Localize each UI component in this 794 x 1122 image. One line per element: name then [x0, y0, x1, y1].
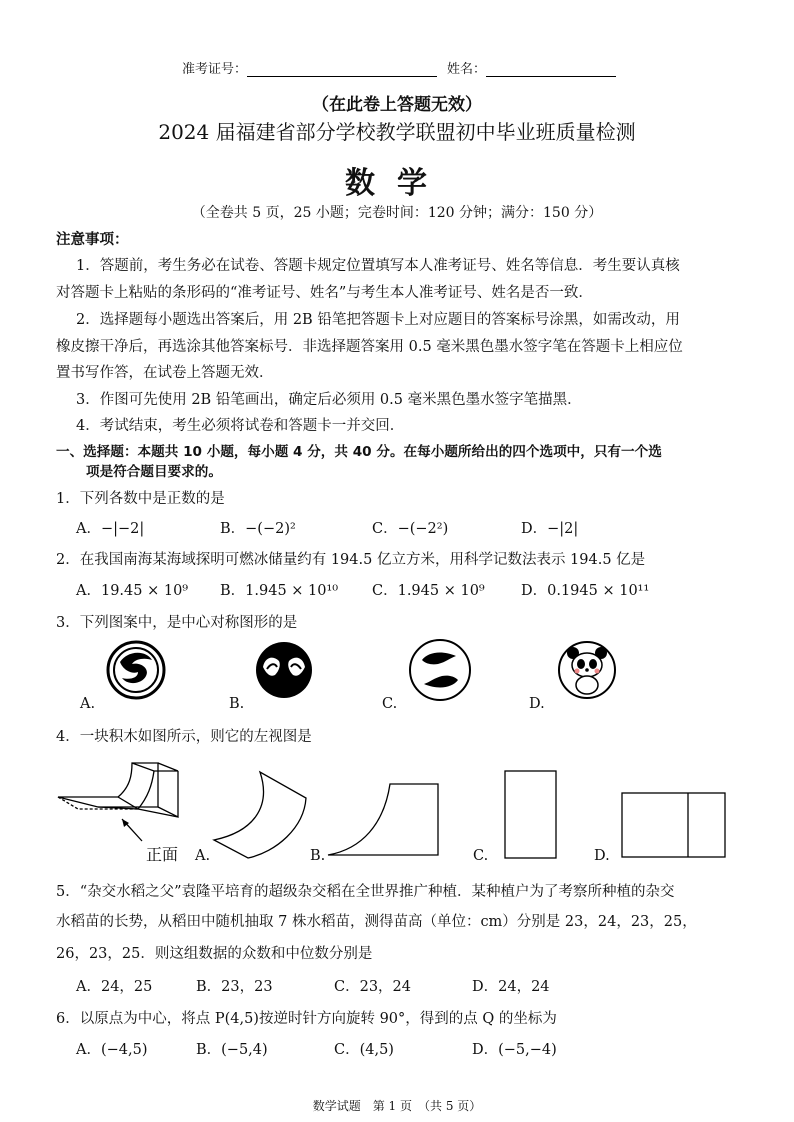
q3-option-d[interactable]: D. — [529, 696, 545, 712]
q3-emblem-d-panda[interactable] — [558, 641, 616, 699]
instruction-line: 2．选择题每小题选出答案后，用 2B 铅笔把答题卡上对应题目的答案标号涂黑，如需改动，用 — [76, 312, 680, 328]
q6-option-b[interactable]: B．(−5,4) — [196, 1042, 268, 1058]
question-3-stem: 3．下列图案中，是中心对称图形的是 — [56, 615, 298, 631]
notice-text: （在此卷上答题无效） — [312, 95, 482, 115]
question-4-stem: 4．一块积木如图所示，则它的左视图是 — [56, 729, 312, 745]
q4-option-a[interactable]: A. — [195, 848, 211, 864]
name-label: 姓名： — [447, 62, 487, 77]
question-6-stem: 6．以原点为中心，将点 P(4,5)按逆时针方向旋转 90°，得到的点 Q 的坐标为 — [56, 1011, 557, 1027]
instruction-line: 对答题卡上粘贴的条形码的“准考证号、姓名”与考生本人准考证号、姓名是否一致． — [56, 285, 593, 301]
q3-option-c[interactable]: C. — [382, 696, 398, 712]
q3-emblem-b[interactable] — [255, 641, 313, 699]
q6-option-a[interactable]: A．(−4,5) — [76, 1042, 148, 1058]
question-2-stem: 2．在我国南海某海域探明可燃冰储量约有 194.5 亿立方米，用科学记数法表示 194.5 亿是 — [56, 552, 646, 568]
q4-option-d[interactable]: D. — [594, 848, 610, 864]
q5-option-a[interactable]: A．24，25 — [76, 979, 153, 995]
q1-option-a[interactable]: A．−|−2| — [76, 521, 145, 537]
section-heading: 一、选择题：本题共 10 小题，每小题 4 分，共 40 分。在每小题所给出的四个选项中，只有一个选 — [56, 444, 662, 460]
candidate-info-line — [182, 58, 616, 77]
page-footer: 数学试题 第 1 页 （共 5 页） — [312, 1099, 482, 1113]
exam-title: 2024 届福建省部分学校教学联盟初中毕业班质量检测 — [158, 120, 636, 144]
instruction-line: 1．答题前，考生务必在试卷、答题卡规定位置填写本人准考证号、姓名等信息．考生要认真核 — [76, 258, 680, 274]
question-5-line: 5．“杂交水稻之父”袁隆平培育的超级杂交稻在全世界推广种植．某种植户为了考察所种植的杂交 — [56, 884, 675, 900]
q1-option-d[interactable]: D．−|2| — [521, 521, 579, 537]
q3-emblem-c[interactable] — [408, 638, 472, 702]
q4-front-label: 正面 — [146, 845, 179, 864]
q4-view-d[interactable] — [620, 791, 728, 859]
question-5-line: 26，23，25．则这组数据的众数和中位数分别是 — [56, 946, 373, 962]
q5-option-c[interactable]: C．23，24 — [334, 979, 411, 995]
q2-option-b[interactable]: B．1.945 × 10¹⁰ — [220, 583, 339, 599]
question-1-stem: 1．下列各数中是正数的是 — [56, 491, 225, 507]
q4-option-b[interactable]: B. — [310, 848, 326, 864]
q2-option-d[interactable]: D．0.1945 × 10¹¹ — [521, 583, 650, 599]
q4-option-c[interactable]: C. — [473, 848, 489, 864]
section-heading-cont: 项是符合题目要求的。 — [86, 464, 222, 480]
exam-info: （全卷共 5 页，25 小题；完卷时间：120 分钟；满分：150 分） — [191, 205, 603, 221]
q3-option-a[interactable]: A. — [80, 696, 96, 712]
instruction-line: 置书写作答，在试卷上答题无效． — [56, 365, 274, 381]
instruction-line: 4．考试结束，考生必须将试卷和答题卡一并交回． — [76, 418, 405, 434]
q3-emblem-a[interactable] — [106, 640, 166, 700]
q4-view-b[interactable] — [326, 782, 442, 858]
exam-id-blank[interactable] — [247, 62, 437, 77]
q2-option-a[interactable]: A．19.45 × 10⁹ — [76, 583, 189, 599]
q5-option-d[interactable]: D．24，24 — [472, 979, 550, 995]
q3-option-b[interactable]: B. — [229, 696, 245, 712]
instruction-line: 3．作图可先使用 2B 铅笔画出，确定后必须用 0.5 毫米黑色墨水签字笔描黑． — [76, 392, 582, 408]
subject-title: 数学 — [345, 166, 449, 201]
q1-option-b[interactable]: B．−(−2)² — [220, 521, 296, 537]
instruction-line: 橡皮擦干净后，再选涂其他答案标号．非选择题答案用 0.5 毫米黑色墨水签字笔在答题卡上相应位 — [56, 339, 683, 355]
instructions-heading: 注意事项： — [56, 232, 129, 248]
q4-view-a[interactable] — [212, 770, 312, 862]
q5-option-b[interactable]: B．23，23 — [196, 979, 273, 995]
exam-id-label: 准考证号： — [182, 62, 248, 77]
question-5-line: 水稻苗的长势，从稻田中随机抽取 7 株水稻苗，测得苗高（单位：cm）分别是 23，24，23，25， — [56, 914, 697, 930]
q1-option-c[interactable]: C．−(−2²) — [372, 521, 449, 537]
q4-view-c[interactable] — [503, 769, 559, 861]
name-blank[interactable] — [486, 62, 616, 77]
q2-option-c[interactable]: C．1.945 × 10⁹ — [372, 583, 485, 599]
q6-option-d[interactable]: D．(−5,−4) — [472, 1042, 557, 1058]
q6-option-c[interactable]: C．(4,5) — [334, 1042, 394, 1058]
